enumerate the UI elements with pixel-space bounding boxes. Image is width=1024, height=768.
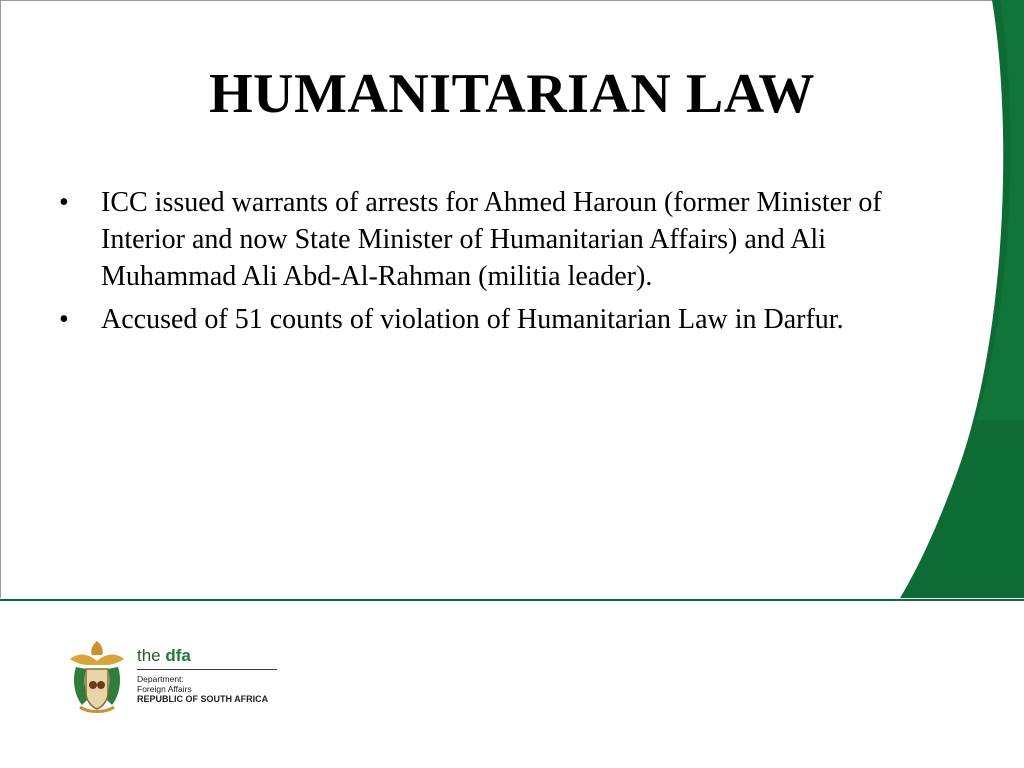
bullet-icon: •	[59, 304, 69, 335]
footer-divider	[0, 599, 1024, 601]
list-item	[55, 301, 935, 338]
brand-prefix: the	[137, 646, 161, 665]
foreign-affairs-line: Foreign Affairs	[137, 684, 192, 694]
dfa-brand	[137, 646, 282, 666]
bullet-list	[55, 184, 935, 344]
bullet-icon: •	[59, 187, 69, 218]
republic-line: REPUBLIC OF SOUTH AFRICA	[137, 694, 269, 704]
coat-of-arms-icon	[62, 637, 132, 717]
brand-rule	[137, 669, 277, 670]
bullet-text: ICC issued warrants of arrests for Ahmed Haroun (former Minister of Interior and now State Minister of Humanitarian Affairs) and Ali Muhammad Ali Abd-Al-Rahman (militia leader).	[101, 187, 882, 292]
slide-title: HUMANITARIAN LAW	[209, 63, 815, 125]
brand-name: dfa	[165, 646, 191, 665]
department-line: Department:	[137, 674, 184, 684]
list-item	[55, 184, 935, 295]
dfa-brand-block	[137, 646, 282, 704]
bullet-text: Accused of 51 counts of violation of Humanitarian Law in Darfur.	[101, 304, 844, 335]
